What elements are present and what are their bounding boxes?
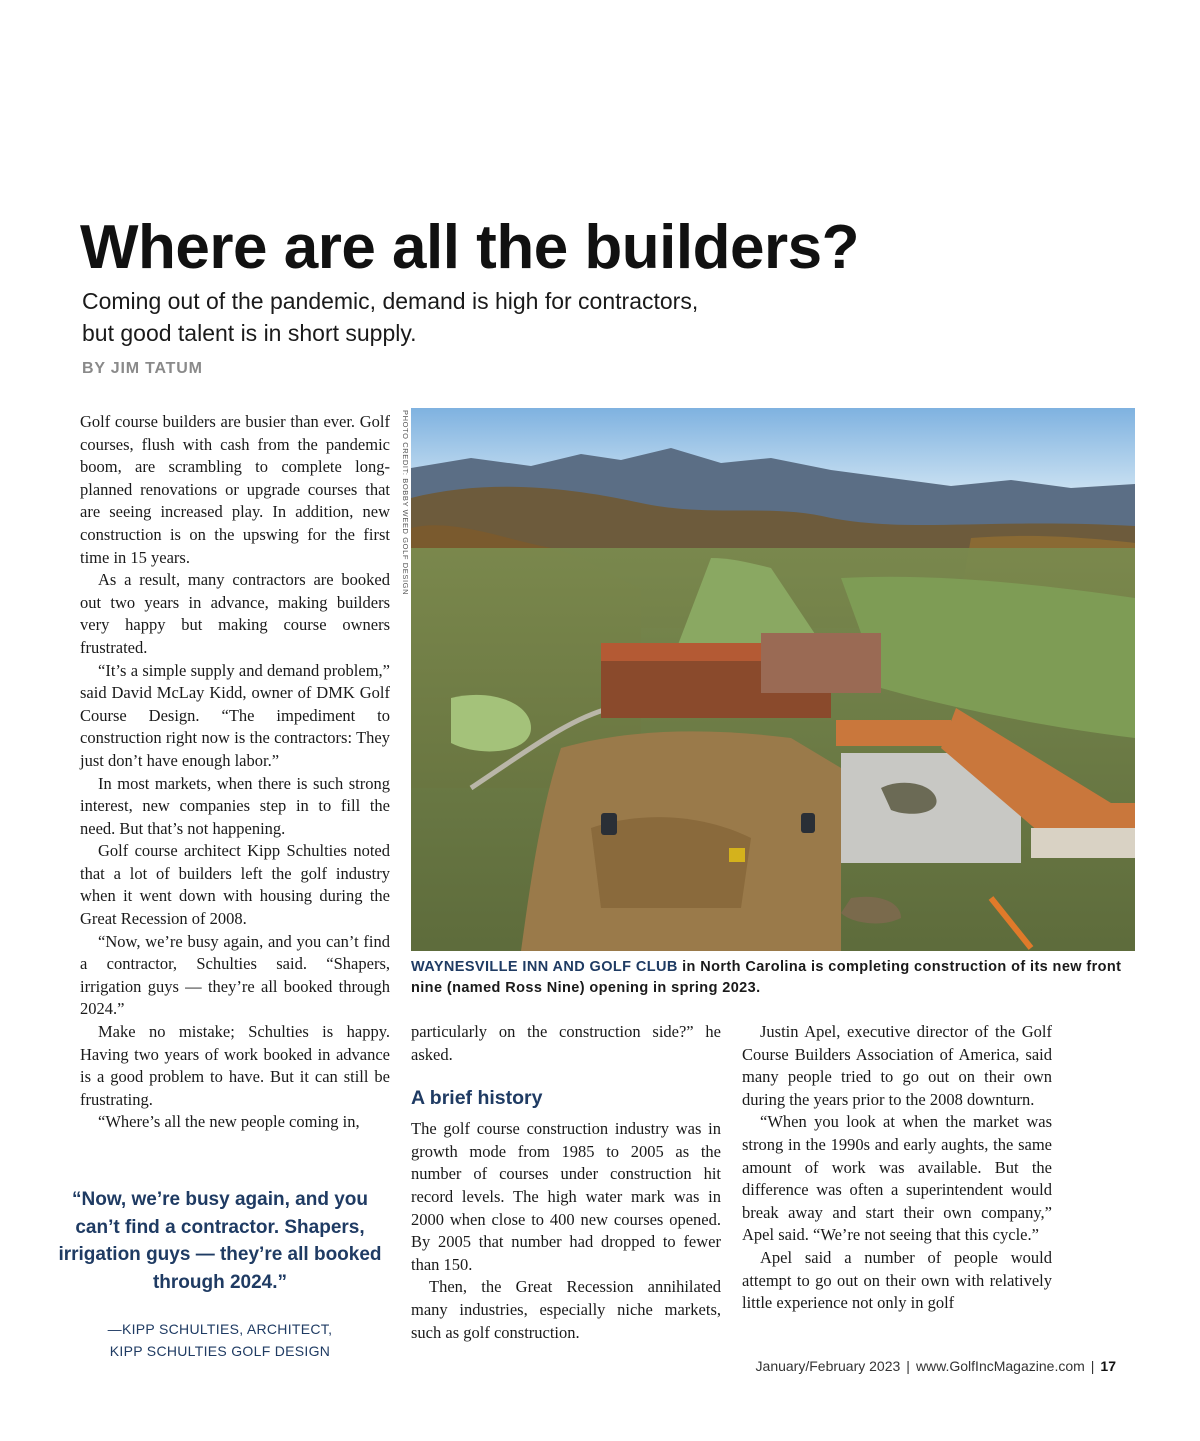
- paragraph: “Now, we’re busy again, and you can’t find a contractor, Schulties said. “Shapers, irrigation guys — they’re all booked through 2024.”: [80, 931, 390, 1019]
- building-roof-center: [836, 720, 951, 746]
- page-number: 17: [1100, 1358, 1116, 1374]
- car-2: [801, 813, 815, 833]
- building-wall-right: [1031, 828, 1135, 858]
- website-link[interactable]: www.GolfIncMagazine.com: [915, 1358, 1085, 1374]
- attribution-line-2: KIPP SCHULTIES GOLF DESIGN: [109, 1343, 331, 1359]
- paragraph: “It’s a simple supply and demand problem,” said David McLay Kidd, owner of DMK Golf Course Design. “The impediment to construction right now is the contractors: They just don’t have enough labor.”: [80, 660, 390, 770]
- aerial-photo: [411, 408, 1135, 951]
- paragraph: In most markets, when there is such strong interest, new companies step in to fill the need. But that’s not happening.: [80, 773, 390, 838]
- footer-separator: |: [906, 1358, 910, 1374]
- attribution-line-1: —KIPP SCHULTIES, ARCHITECT,: [107, 1321, 333, 1337]
- column-1: [80, 411, 390, 1134]
- page-footer: [756, 1358, 1116, 1374]
- photo-caption: [411, 957, 1135, 999]
- section-subhead: A brief history: [411, 1087, 543, 1110]
- paragraph: As a result, many contractors are booked out two years in advance, making builders very happy but making course owners frustrated.: [80, 570, 390, 657]
- pull-quote: “Now, we’re busy again, and you can’t find a contractor. Shapers, irrigation guys — they’re all booked through 2024.”: [58, 1189, 382, 1293]
- caption-lead: WAYNESVILLE INN AND GOLF CLUB: [411, 959, 678, 975]
- paragraph: Golf course architect Kipp Schulties noted that a lot of builders left the golf industry when it went down with housing during the Great Recession of 2008.: [80, 841, 390, 929]
- car-1: [601, 813, 617, 835]
- column-2: [411, 1021, 721, 1344]
- pull-quote-attribution: [50, 1318, 390, 1362]
- footer-separator: |: [1090, 1358, 1095, 1374]
- issue-date: January/February 2023: [755, 1358, 901, 1374]
- paragraph: Justin Apel, executive director of the Golf Course Builders Association of America, said many people tried to go out on their own during the years prior to the 2008 downturn.: [742, 1022, 1052, 1109]
- excavator: [729, 848, 745, 862]
- byline: BY JIM TATUM: [82, 360, 203, 377]
- paragraph: Apel said a number of people would attempt to go out on their own with relatively little experience not only in golf: [742, 1247, 1052, 1313]
- paragraph: Golf course builders are busier than ever. Golf courses, flush with cash from the pandemic boom, are scrambling to complete long-planned renovations or upgrade courses that are seeing increased play. In addition, new construction is on the upswing for the first time in 15 years.: [80, 412, 390, 567]
- deck-line-2: but good talent is in short supply.: [82, 320, 417, 346]
- article-deck: [82, 285, 842, 349]
- paragraph: The golf course construction industry was in growth mode from 1985 to 2005 as the number of courses under construction hit record levels. The high water mark was in 2000 when close to 400 new courses opened. By 2005 that number had dropped to fewer than 150.: [411, 1119, 721, 1274]
- deck-line-1: Coming out of the pandemic, demand is high for contractors,: [82, 288, 699, 314]
- photo-credit: PHOTO CREDIT: BOBBY WEED GOLF DESIGN: [401, 410, 410, 596]
- caption-text: in North Carolina is completing construction of its new front nine (named Ross Nine) opening in spring 2023.: [411, 959, 1122, 996]
- column-3: [742, 1021, 1052, 1315]
- paragraph: “Where’s all the new people coming in,: [98, 1112, 360, 1132]
- paragraph: particularly on the construction side?” he asked.: [411, 1022, 721, 1064]
- paragraph: “When you look at when the market was strong in the 1990s and early aughts, the same amount of work was available. But the difference was often a superintendent would break away and start their own company,” Apel said. “We’re not seeing that this cycle.”: [742, 1112, 1052, 1245]
- aerial-photo-illustration: [411, 408, 1135, 951]
- inn-wing: [761, 633, 881, 693]
- paragraph: Then, the Great Recession annihilated many industries, especially niche markets, such as golf construction.: [411, 1277, 721, 1342]
- article-headline: Where are all the builders?: [80, 213, 859, 282]
- paragraph: Make no mistake; Schulties is happy. Having two years of work booked in advance is a good problem to have. But it can still be frustrating.: [80, 1022, 390, 1109]
